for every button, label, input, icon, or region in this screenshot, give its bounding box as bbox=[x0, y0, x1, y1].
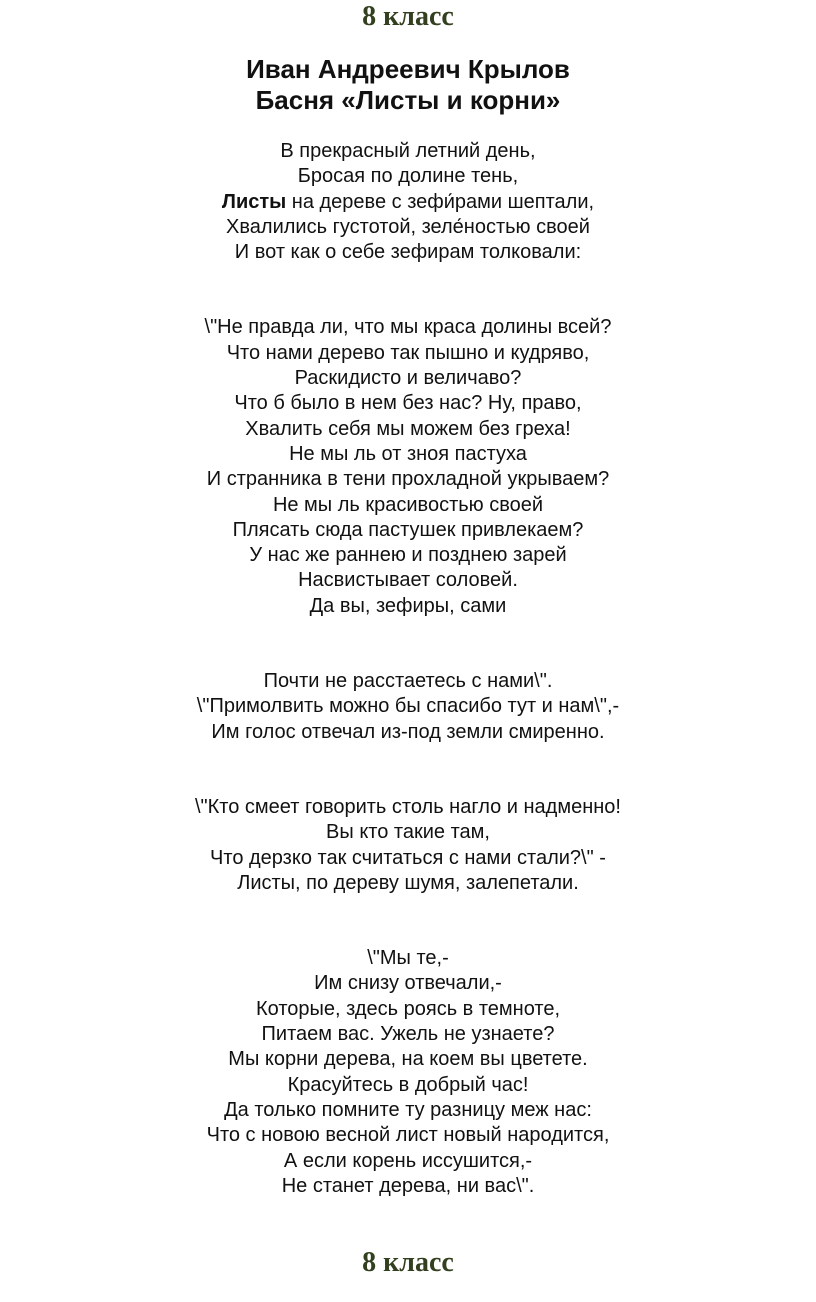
poem-line: \"Мы те,- bbox=[367, 947, 449, 970]
bold-word: Листы bbox=[221, 190, 287, 213]
poem-line: Питаем вас. Ужель не узнаете? bbox=[261, 1023, 555, 1046]
poem-line: Не мы ль от зноя пастуха bbox=[289, 442, 527, 465]
poem-line: И странника в тени прохладной укрываем? bbox=[206, 468, 610, 491]
poem-text bbox=[0, 139, 816, 1199]
poem-line: Вы кто такие там, bbox=[326, 821, 490, 844]
poem-line: А если корень иссушится,- bbox=[283, 1149, 533, 1172]
poem-line: Им снизу отвечали,- bbox=[314, 972, 502, 995]
poem-line: Что дерзко так считаться с нами стали?\" - bbox=[210, 846, 606, 869]
poem-stanza-1 bbox=[0, 139, 816, 265]
poem-stanza-4 bbox=[0, 795, 816, 896]
poem-line: Которые, здесь роясь в темноте, bbox=[255, 997, 560, 1020]
poem-line: Не мы ль красивостью своей bbox=[272, 493, 544, 516]
poem-line bbox=[0, 190, 816, 215]
grade-header-bottom: 8 класс bbox=[362, 1247, 454, 1278]
fable-title: Басня «Листы и корни» bbox=[255, 85, 561, 115]
poem-line: Плясать сюда пастушек привлекаем? bbox=[232, 518, 584, 541]
poem-line: И вот как о себе зефирам толковали: bbox=[234, 241, 582, 264]
poem-stanza-3 bbox=[0, 669, 816, 745]
poem-line: \"Кто смеет говорить столь нагло и надменно! bbox=[195, 795, 621, 818]
poem-line: Хвалить себя мы можем без греха! bbox=[245, 417, 571, 440]
poem-line: Что нами дерево так пышно и кудряво, bbox=[226, 341, 590, 364]
poem-line: Да только помните ту разницу меж нас: bbox=[224, 1098, 592, 1121]
author-name: Иван Андреевич Крылов bbox=[246, 54, 570, 84]
poem-line: Почти не расстаетесь с нами\". bbox=[263, 670, 553, 693]
poem-line: Листы, по дереву шумя, залепетали. bbox=[237, 871, 579, 894]
poem-line: Насвистывает соловей. bbox=[298, 569, 518, 592]
poem-line: В прекрасный летний день, bbox=[280, 140, 536, 162]
poem-stanza-2 bbox=[0, 315, 816, 619]
poem-stanza-5 bbox=[0, 946, 816, 1199]
poem-line: Не станет дерева, ни вас\". bbox=[281, 1174, 535, 1197]
poem-line: Что с новою весной лист новый народится, bbox=[206, 1124, 610, 1147]
grade-header-top: 8 класс bbox=[362, 1, 454, 32]
poem-line-rest: на дереве с зефи́рами шептали, bbox=[286, 190, 595, 213]
poem-line: \"Примолвить можно бы спасибо тут и нам\",- bbox=[196, 695, 620, 718]
poem-line: Красуйтесь в добрый час! bbox=[287, 1073, 529, 1096]
poem-line: Мы корни дерева, на коем вы цветете. bbox=[228, 1048, 588, 1071]
poem-line: Да вы, зефиры, сами bbox=[309, 594, 507, 617]
poem-line: Им голос отвечал из-под земли смиренно. bbox=[211, 720, 605, 743]
poem-line: У нас же раннею и позднею зарей bbox=[249, 544, 567, 567]
poem-line: Хвалились густотой, зеле́ностью своей bbox=[226, 215, 590, 238]
title-block bbox=[0, 54, 816, 116]
poem-line: Что б было в нем без нас? Ну, право, bbox=[234, 392, 582, 415]
poem-line: Раскидисто и величаво? bbox=[294, 367, 522, 390]
poem-line: Бросая по долине тень, bbox=[297, 165, 519, 188]
poem-line: \"Не правда ли, что мы краса долины всей? bbox=[204, 316, 612, 339]
